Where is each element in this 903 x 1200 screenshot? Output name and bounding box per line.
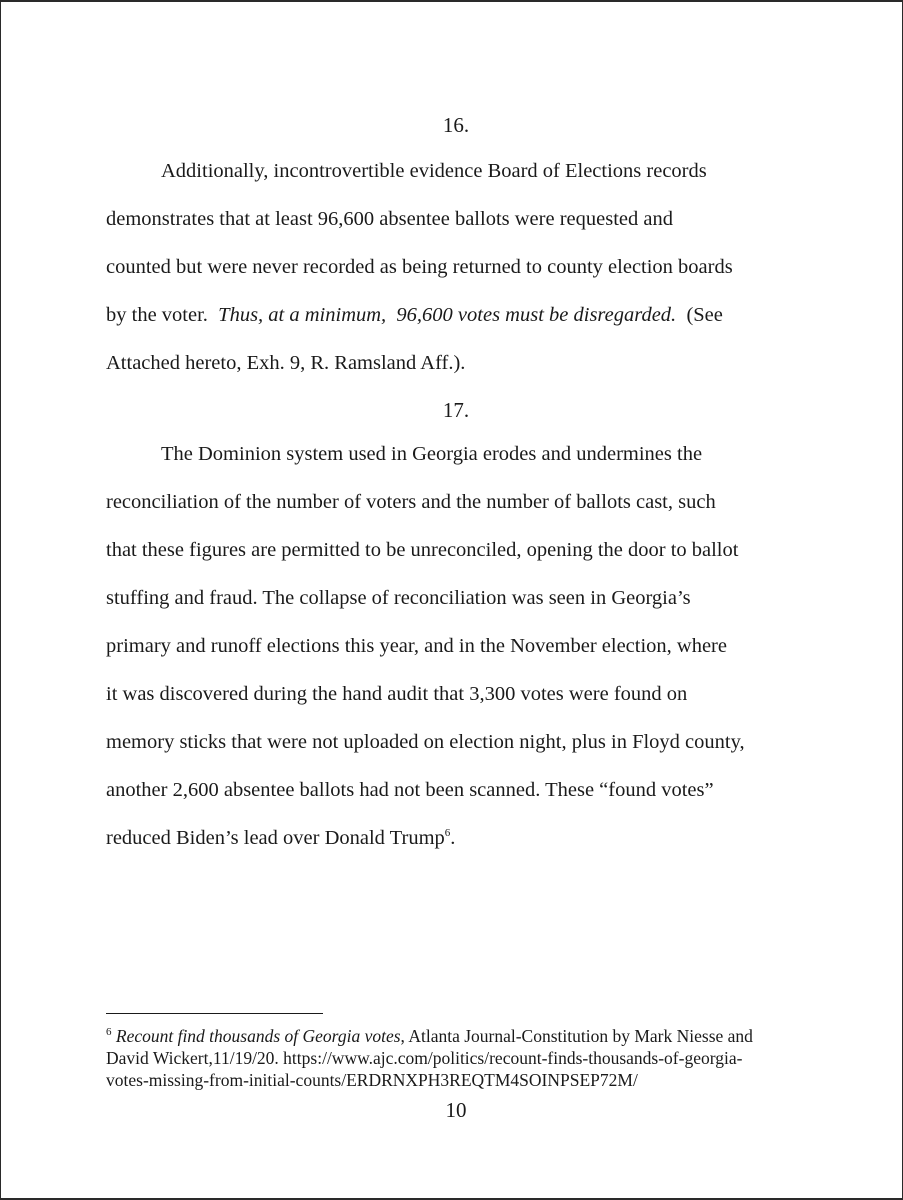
paragraph-number-16: 16. xyxy=(442,113,470,137)
paragraph-line: stuffing and fraud. The collapse of reconciliation was seen in Georgia’s xyxy=(106,587,691,609)
footnote-line[interactable]: David Wickert,11/19/20. https://www.ajc.com/politics/recount-finds-thousands-of-georgia- xyxy=(106,1048,743,1068)
paragraph-line: that these figures are permitted to be unreconciled, opening the door to ballot xyxy=(106,539,739,561)
paragraph-line: another 2,600 absentee ballots had not been scanned. These “found votes” xyxy=(106,779,714,801)
emphasized-text: Thus, at a minimum, 96,600 votes must be disregarded. xyxy=(218,304,677,326)
paragraph-line: Additionally, incontrovertible evidence Board of Elections records xyxy=(161,160,707,182)
footnote-marker: 6 xyxy=(106,1026,112,1039)
paragraph-line: The Dominion system used in Georgia erodes and undermines the xyxy=(161,443,703,465)
paragraph-line: primary and runoff elections this year, and in the November election, where xyxy=(106,635,727,657)
footnote-source-title: Recount find thousands of Georgia votes xyxy=(115,1026,401,1046)
paragraph-line: by the voter. Thus, at a minimum, 96,600 votes must be disregarded. (See xyxy=(106,304,723,326)
paragraph-16 xyxy=(106,147,806,387)
footnote-reference[interactable]: 6 xyxy=(444,827,451,840)
paragraph-line: reconciliation of the number of voters and the number of ballots cast, such xyxy=(106,491,716,513)
paragraph-number-17: 17. xyxy=(442,398,470,422)
paragraph-line: reduced Biden’s lead over Donald Trump$^6$. xyxy=(106,827,456,849)
footnote-line: $^6$ Recount find thousands of Georgia votes, Atlanta Journal-Constitution by Mark Niesse and xyxy=(106,1026,753,1046)
page-number: 10 xyxy=(445,1098,467,1122)
footnote-url[interactable]: votes-missing-from-initial-counts/ERDRNXPH3REQTM4SOINPSEP72M/ xyxy=(106,1070,638,1090)
paragraph-line: it was discovered during the hand audit that 3,300 votes were found on xyxy=(106,683,688,705)
paragraph-17 xyxy=(106,430,806,862)
footnote xyxy=(106,1025,806,1091)
paragraph-line: counted but were never recorded as being returned to county election boards xyxy=(106,256,733,278)
paragraph-line: Attached hereto, Exh. 9, R. Ramsland Aff.). xyxy=(106,352,466,374)
paragraph-line: memory sticks that were not uploaded on election night, plus in Floyd county, xyxy=(106,731,745,753)
footnote-separator xyxy=(106,1013,323,1014)
paragraph-line: demonstrates that at least 96,600 absentee ballots were requested and xyxy=(106,208,673,230)
